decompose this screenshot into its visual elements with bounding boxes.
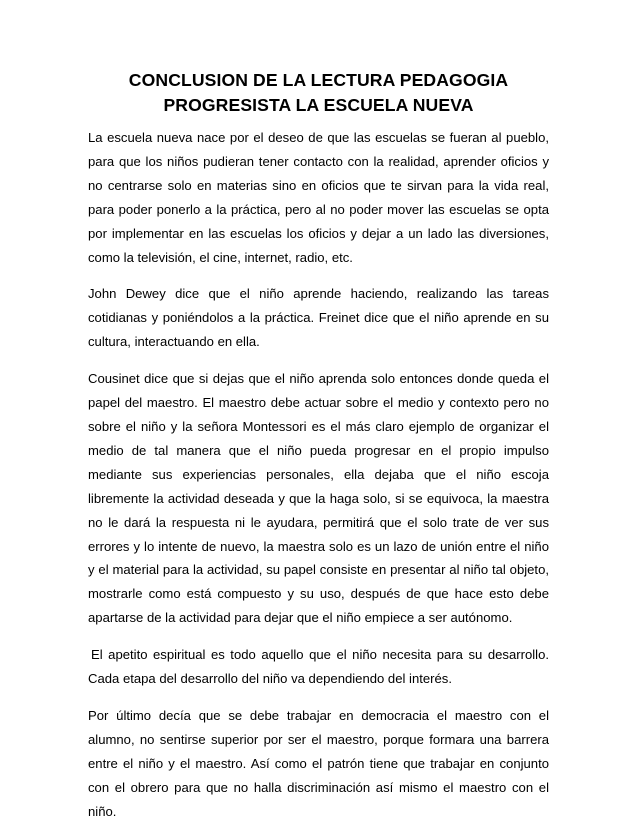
paragraph-dewey-freinet: John Dewey dice que el niño aprende haciendo, realizando las tareas cotidianas y poniéndolos a la práctica. Freinet dice que el niño aprende en su cultura, interactuando en ella. xyxy=(88,286,549,350)
paragraph-apetito-espiritual: El apetito espiritual es todo aquello que el niño necesita para su desarrollo. Cada etapa del desarrollo del niño va dependiendo del interés. xyxy=(88,647,549,687)
document-title-line-2: PROGRESISTA LA ESCUELA NUEVA xyxy=(163,95,474,115)
paragraph-escuela-nueva: La escuela nueva nace por el deseo de que las escuelas se fueran al pueblo, para que los niños pudieran tener contacto con la realidad, aprender oficios y no centrarse solo en materias sino en oficios que te sirvan para la vida real, para poder ponerlo a la práctica, pero al no poder mover las escuelas se opta por implementar en las escuelas los oficios y dejar a un lado las diversiones, como la televisión, el cine, internet, radio, etc. xyxy=(88,130,549,265)
paragraph-cousinet-montessori: Cousinet dice que si dejas que el niño aprenda solo entonces donde queda el papel del maestro. El maestro debe actuar sobre el medio y contexto pero no sobre el niño y la señora Montessori es el más claro ejemplo de organizar el medio de tal manera que el niño pueda progresar en el propio impulso mediante sus experiencias personales, ella dejaba que el niño escoja libremente la actividad deseada y que la haga solo, si se equivoca, la maestra no le dará la respuesta ni le ayudara, permitirá que el solo trate de ver sus errores y lo intente de nuevo, la maestra solo es un lazo de unión entre el niño y el material para la actividad, su papel consiste en presentar al niño tal objeto, mostrarle como está compuesto y su uso, después de que hace esto debe apartarse de la actividad para dejar que el niño empiece a ser autónomo. xyxy=(88,371,549,626)
document-title-line-1: CONCLUSION DE LA LECTURA PEDAGOGIA xyxy=(128,70,509,90)
paragraph-democracia: Por último decía que se debe trabajar en democracia el maestro con el alumno, no sentirse superior por ser el maestro, porque formara una barrera entre el niño y el maestro. Así como el patrón tiene que trabajar en conjunto con el obrero para que no halla discriminación así mismo el maestro con el niño. xyxy=(88,707,549,819)
document-title xyxy=(88,68,549,118)
